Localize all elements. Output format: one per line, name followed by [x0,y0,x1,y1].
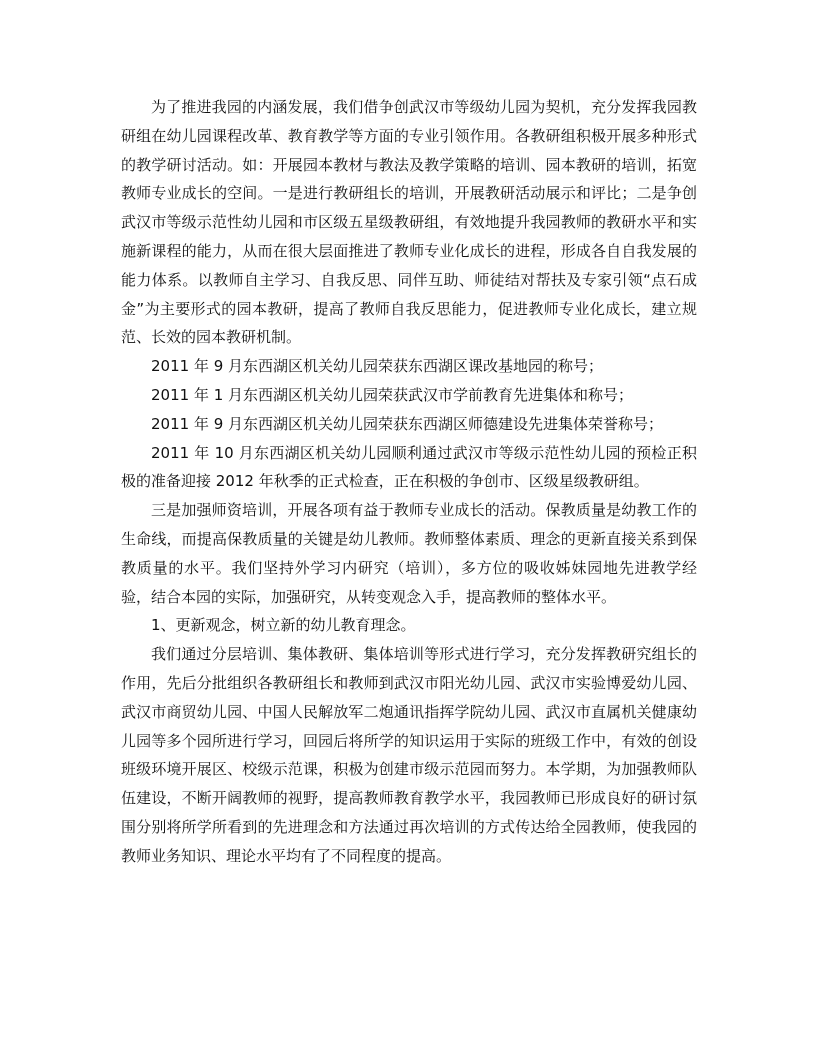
paragraph-intro: 为了推进我园的内涵发展，我们借争创武汉市等级幼儿园为契机，充分发挥我园教研组在幼儿园课程改革、教育教学等方面的专业引领作用。各教研组积极开展多种形式的教学研讨活动。如：开展园本教材与教法及教学策略的培训、园本教研的培训，拓宽教师专业成长的空间。一是进行教研组长的培训，开展教研活动展示和评比；二是争创武汉市等级示范性幼儿园和市区级五星级教研组，有效地提升我园教师的教研水平和实施新课程的能力，从而在很大层面推进了教师专业化成长的进程，形成各自自我发展的能力体系。以教师自主学习、自我反思、同伴互助、师徒结对帮扶及专家引领“点石成金”为主要形式的园本教研，提高了教师自我反思能力，促进教师专业化成长，建立规范、长效的园本教研机制。 [121,98,697,347]
document-page [121,93,697,871]
paragraph-award-1: 2011 年 9 月东西湖区机关幼儿园荣获东西湖区课改基地园的称号； [151,357,604,376]
paragraph-award-4: 2011 年 10 月东西湖区机关幼儿园顺利通过武汉市等级示范性幼儿园的预检正积极的准备迎接 2012 年秋季的正式检查，正在积极的争创市、区级星级教研组。 [121,443,697,491]
paragraph-award-3: 2011 年 9 月东西湖区机关幼儿园荣获东西湖区师德建设先进集体荣誉称号； [151,414,664,433]
paragraph-award-2: 2011 年 1 月东西湖区机关幼儿园荣获武汉市学前教育先进集体和称号； [151,385,634,404]
section-heading-1: 1、更新观念，树立新的幼儿教育理念。 [151,616,416,635]
paragraph-study: 我们通过分层培训、集体教研、集体培训等形式进行学习，充分发挥教研究组长的作用，先后分批组织各教研组长和教师到武汉市阳光幼儿园、武汉市实验博爱幼儿园、武汉市商贸幼儿园、中国人民解放军二炮通讯指挥学院幼儿园、武汉市直属机关健康幼儿园等多个园所进行学习，回园后将所学的知识运用于实际的班级工作中，有效的创设班级环境开展区、校级示范课，积极为创建市级示范园而努力。本学期，为加强教师队伍建设，不断开阔教师的视野，提高教师教育教学水平，我园教师已形成良好的研讨氛围分别将所学所看到的先进理念和方法通过再次培训的方式传达给全园教师，使我园的教师业务知识、理论水平均有了不同程度的提高。 [121,645,697,865]
paragraph-training: 三是加强师资培训，开展各项有益于教师专业成长的活动。保教质量是幼教工作的生命线，而提高保教质量的关键是幼儿教师。教师整体素质、理念的更新直接关系到保教质量的水平。我们坚持外学习内研究（培训），多方位的吸收姊妹园地先进教学经验，结合本园的实际，加强研究，从转变观念入手，提高教师的整体水平。 [121,501,697,606]
